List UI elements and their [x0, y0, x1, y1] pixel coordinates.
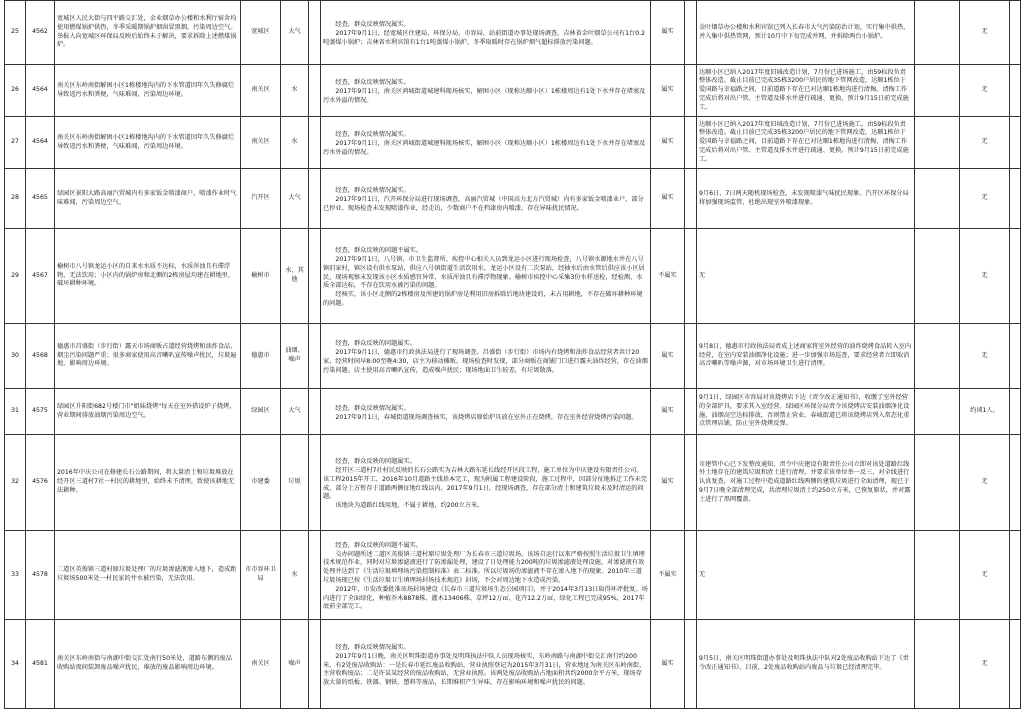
- verification-status: 属实: [651, 324, 685, 389]
- responsible-area: 市市容环卫局: [241, 531, 281, 620]
- investigation-findings: [321, 435, 651, 531]
- blank-cell: [915, 531, 960, 620]
- row-number: 33: [5, 531, 26, 620]
- table-row: [5, 117, 1021, 169]
- findings-paragraph: 2017年9月1日，八号镇、市卫生监督所、疾控中心相关人员到龙运小区进行现场检查，八号镇水源地水井在八号镇旧家村，镇区设有供水泵站，供应八号镇街道生活饮用水，龙运小区设有二次泵站，经抽水后由水管后供应该小区居民，现场观察未发现该小区水质感官异常，水质浑浊且有滞浮物现象。榆树市疾控中心采集3份水样送检，经检测，水质全部达标，不存在饮用水被污染的问题。: [323, 256, 645, 290]
- responsible-area: 南关区: [241, 620, 281, 709]
- rectification-result: 无: [697, 531, 915, 620]
- blank-cell: [309, 65, 321, 117]
- blank-cell: [309, 1, 321, 65]
- investigation-findings: [321, 117, 651, 169]
- verification-status: 属实: [651, 65, 685, 117]
- findings-lead: 经查，群众反映的问题属实。: [335, 340, 416, 348]
- accountability: 无: [960, 1, 1010, 65]
- accountability: 约谈1人。: [960, 389, 1010, 435]
- responsible-area: 市建委: [241, 435, 281, 531]
- blank-cell: [685, 435, 697, 531]
- blank-cell: [685, 65, 697, 117]
- pollution-type: 水: [281, 117, 309, 169]
- case-id: 4581: [26, 620, 55, 709]
- complaint-description: 榆树市八号镇龙运小区的自来水水质不达标，水质浑浊且有滞浮物，无法饮用；小区内的锅炉房和北侧的2栋房屋均建在耕地里，破坏耕种环境。: [55, 229, 241, 324]
- blank-cell: [1010, 324, 1021, 389]
- pollution-type: 大气: [281, 1, 309, 65]
- pollution-type: 水: [281, 531, 309, 620]
- blank-cell: [309, 435, 321, 531]
- blank-cell: [1010, 435, 1021, 531]
- blank-cell: [309, 389, 321, 435]
- blank-cell: [685, 389, 697, 435]
- row-number: 25: [5, 1, 26, 65]
- blank-cell: [1010, 620, 1021, 709]
- accountability: 无: [960, 169, 1010, 229]
- blank-cell: [685, 620, 697, 709]
- pollution-type: 水: [281, 65, 309, 117]
- findings-paragraph: 2012年，市发改委批准该场封场建设《长春市三道垃圾场生态公园项目》，并于2014年3月13日取得环评批复。场内进行了全面绿化，种植乔木8878株、灌木13406株、草坪12万㎡、花卉12.2万㎡，绿化工程已完成95%，2017年底前全部完工。: [323, 585, 648, 611]
- findings-paragraph: 2017年9月1日，汽开环保分局进行现场调查，高丽汽贸城（中国高力北方汽贸城）内有多家钣金喷漆业户，部分已停业。现场检查未发现喷漆作业，经走访，少数商户不在档漆房内喷漆，存在异味扰民情况。: [323, 196, 644, 212]
- accountability: 无: [960, 620, 1010, 709]
- findings-lead: 经查，群众反映情况属实。: [335, 404, 410, 412]
- accountability: 无: [960, 324, 1010, 389]
- table-row: [5, 435, 1021, 531]
- blank-cell: [309, 324, 321, 389]
- findings-lead: 经查，群众反映的问题不属实。: [335, 541, 423, 549]
- row-number: 31: [5, 389, 26, 435]
- findings-paragraph: 经开区三道村7社村民反映的长石公路实为吉林大路东延长线经开区段工程，施工单位为中庆建设有限责任公司。该工程2015年开工，2016年10月道路主线基本完工，现为附属工程建设阶段，施工过程中，因部分征地拆迁工作未完成，部分土方暂存于道路两侧征地红线以内。2017年9月1日，经现场调查，存在部分渣土和建筑垃圾未及时清运的问题。: [323, 466, 647, 501]
- findings-lead: 经查，群众反映的问题属实。: [335, 458, 416, 466]
- blank-cell: [685, 324, 697, 389]
- case-id: 4568: [26, 324, 55, 389]
- investigation-findings: [321, 229, 651, 324]
- verification-status: 属实: [651, 620, 685, 709]
- rectification-result: 9月5日，南关区明珠街道办事处及明珠执法中队对2处废品收购站下达了《责令改正通知书》，目前，2处废品收购站内废品与垃圾已经清理完毕。: [697, 620, 915, 709]
- blank-cell: [915, 1, 960, 65]
- complaint-description: 绿园区升阳街682号楼门市"姐妹烧烤"每天在室外搭设炉子烧烤，营业期间排放油烟污染周边空气。: [55, 389, 241, 435]
- rectification-result: 达顺小区已纳入2017年度旧城改造计划，7月份已进场施工，由59标段负责整体改造。截止目前已完成35栋3200户居民的地下管网改造，达顺1栋位于爱国路与幸福路之间，目前道路下存在已对达顺1栋地沟进行清掏，清掏工作完成后将对出户管、主管道及排水井进行疏通、更换，预计9月15日前完成施工。: [697, 65, 915, 117]
- row-number: 30: [5, 324, 26, 389]
- findings-lead: 经查，群众反映情况属实。: [335, 21, 410, 29]
- findings-lead: 经查，群众反映的问题不属实。: [335, 247, 423, 255]
- investigation-findings: [321, 65, 651, 117]
- blank-cell: [915, 229, 960, 324]
- table-row: [5, 620, 1021, 709]
- findings-paragraph: 经核实，该小区北侧的2栋楼房及所建的锅炉房是利用旧房拆除后地块建设的，未占用耕地，不存在破坏耕种环境的问题。: [323, 291, 643, 307]
- blank-cell: [1010, 65, 1021, 117]
- verification-status: 属实: [651, 435, 685, 531]
- blank-cell: [309, 229, 321, 324]
- rectification-result: 达顺小区已纳入2017年度旧城改造计划，7月份已进场施工，由59标段负责整体改造。截止目前已完成35栋3200户居民的地下管网改造，达顺1栋位于爱国路与幸福路之间，目前道路下存在已对达顺1栋地沟进行清掏，清掏工作完成后将对出户管、主管道及排水井进行疏通、更换，预计9月15日前完成施工。: [697, 117, 915, 169]
- rectification-result: 金叶烟草办公楼和水利宾馆已列入长春市大气污染防治计划，实行集中供热，并入集中供热管网，预计10月中下旬完成并网，并拆除两台小锅炉。: [697, 1, 915, 65]
- rectification-result: 9月6日、7日两天随机现场检查，未发现喷漆气味扰民现象。汽开区环保分局将加强现场监管，杜绝出现室外喷漆现象。: [697, 169, 915, 229]
- pollution-type: 大气: [281, 169, 309, 229]
- blank-cell: [1010, 169, 1021, 229]
- findings-paragraph: 2017年9月1日，南关区鸿城街道城建科现场核实，解困小区（现称达顺小区）1栋楼周边有1处下水井存在堵塞及污水外溢的情况。: [323, 88, 646, 104]
- blank-cell: [915, 620, 960, 709]
- pollution-type: 垃圾: [281, 435, 309, 531]
- verification-status: 不属实: [651, 229, 685, 324]
- verification-status: 属实: [651, 169, 685, 229]
- blank-cell: [1010, 531, 1021, 620]
- investigation-findings: [321, 169, 651, 229]
- investigation-findings: [321, 1, 651, 65]
- case-id: 4564: [26, 117, 55, 169]
- rectification-result: 9月8日，德惠市行政执法局责成上述商家将室外经营的油炸烧烤食品转入室内经营，在室内安装油烟净化设施；进一步加强市场巡查，要求经营者立即取消高音喇叭等噪声源，对市场环境卫生进行清理。: [697, 324, 915, 389]
- blank-cell: [685, 117, 697, 169]
- case-table: [4, 0, 1021, 709]
- findings-lead: 经查，群众反映情况属实。: [335, 644, 410, 651]
- accountability: 无: [960, 435, 1010, 531]
- case-id: 4575: [26, 389, 55, 435]
- complaint-description: 绿园区景阳大路高丽汽贸城内有多家钣金喷漆商户，喷漆作业时气味难闻，污染周边空气。: [55, 169, 241, 229]
- rectification-result: 市建管中心已下发整改通知，责令中庆建设有限责任公司立即对该处道路红线外土地存在的建筑垃圾和渣土进行清理，并要求该单位举一反三，对全线进行认真复查，对施工过程中造成道路红线两侧的建筑垃圾进行全面清理，现已于9月7日晚全部清理完成，共清理垃圾渣土约250立方米，已恢复原状，并对露土进行了黑网覆盖。: [697, 435, 915, 531]
- accountability: 无: [960, 229, 1010, 324]
- row-number: 29: [5, 229, 26, 324]
- blank-cell: [309, 620, 321, 709]
- findings-lead: 经查，群众反映情况属实。: [335, 187, 410, 195]
- table-row: [5, 229, 1021, 324]
- responsible-area: 南关区: [241, 65, 281, 117]
- findings-paragraph: 2017年9月1日，德惠市行政执法局进行了现场调查。昌盛街（步行街）市场内有烧烤和油炸食品经营者共计20家，经营时间早8:00至晚4:30，店主为移动摊贩。现场检查时发现，部分商贩在商铺门口进行露天油炸经营，存在油烟污染问题。店主使用高音喇叭宣传，造成噪声扰民；现场地面卫生较差，有垃圾散落。: [323, 349, 648, 374]
- responsible-area: 南关区: [241, 117, 281, 169]
- verification-status: 属实: [651, 389, 685, 435]
- findings-paragraph: 该地块为道路红线用地，不属于耕地，约200立方米。: [335, 502, 484, 510]
- blank-cell: [1010, 1, 1021, 65]
- case-id: 4562: [26, 1, 55, 65]
- complaint-description: 二道区英俊镇三道村原垃圾处理厂的垃圾渗滤液渗入地下，造成距垃圾场500米处一村民家的井水被污染，无法饮用。: [55, 531, 241, 620]
- accountability: 无: [960, 65, 1010, 117]
- responsible-area: 德惠市: [241, 324, 281, 389]
- case-id: 4564: [26, 65, 55, 117]
- blank-cell: [309, 169, 321, 229]
- table-row: [5, 389, 1021, 435]
- pollution-type: 噪声: [281, 620, 309, 709]
- findings-paragraph: 2017年9月1日，南关区鸿城街道城建科现场核实，解困小区（现称达顺小区）1栋楼周边有1处下水井存在堵塞及污水外溢的情况。: [323, 140, 646, 156]
- row-number: 32: [5, 435, 26, 531]
- investigation-findings: [321, 531, 651, 620]
- complaint-description: 2016年中庆公司在修建长石公路期间，将大量渣土和垃圾堆放在经开区三道村7社一村民的耕地里，始终未予清理，致使该耕地无法耕种。: [55, 435, 241, 531]
- blank-cell: [1010, 117, 1021, 169]
- case-id: 4576: [26, 435, 55, 531]
- blank-cell: [915, 117, 960, 169]
- complaint-description: 南关区东岭南街解困小区1栋楼地沟内的下水管道因年久失修腐烂导致返污水和粪便，气味难闻，污染周边环境。: [55, 65, 241, 117]
- rectification-result: 9月1日，绿园区市容局对该烧烤店下达《责令改正通知书》，收缴了室外经营的全部炉具，要求其入室经营。绿园区环保分局责令该烧烤店安装油烟净化设施，油烟高空达标排放，否则禁止营业。春城街道已将该烧烤店列入常态化重点管理店铺，防止室外烧烤反弹。: [697, 389, 915, 435]
- blank-cell: [685, 169, 697, 229]
- responsible-area: 汽开区: [241, 169, 281, 229]
- complaint-description: 德惠市昌盛街（步行街）露天市场商贩占道经营烧烤和油炸食品，烟尘污染问题严重；很多商家使用高音喇叭宣传噪声扰民，垃圾遍地，影响周边环境。: [55, 324, 241, 389]
- case-id: 4567: [26, 229, 55, 324]
- row-number: 26: [5, 65, 26, 117]
- table-row: [5, 65, 1021, 117]
- pollution-type: 油烟、噪声: [281, 324, 309, 389]
- verification-status: 不属实: [651, 531, 685, 620]
- findings-paragraph: 2017年9月1日，春城街道现场调查核实，该烧烤店原始炉具放在室外正在烧烤，存在室外经营烧烤污染问题。: [335, 413, 638, 421]
- table-row: [5, 169, 1021, 229]
- blank-cell: [915, 169, 960, 229]
- blank-cell: [685, 1, 697, 65]
- pollution-type: 大气: [281, 389, 309, 435]
- row-number: 28: [5, 169, 26, 229]
- row-number: 34: [5, 620, 26, 709]
- findings-paragraph: 2017年9月1日，经宽城区住建局、环保分局、市容局、站前街道办事处现场调查，吉林省金叶烟草公司有1台0.2吨蒸煤小锅炉；吉林省水利宾馆有1台1吨蒸煤小锅炉，冬季取暖时存在锅炉烟气超标排放污染问题。: [323, 30, 646, 46]
- case-id: 4565: [26, 169, 55, 229]
- blank-cell: [309, 531, 321, 620]
- investigation-findings: [321, 324, 651, 389]
- findings-lead: 经查，群众反映情况属实。: [335, 131, 410, 139]
- blank-cell: [1010, 389, 1021, 435]
- blank-cell: [915, 65, 960, 117]
- complaint-description: 南关区东岭南街解困小区1栋楼地沟内的下水管道因年久失修腐烂导致返污水和粪便，气味难闻，污染周边环境。: [55, 117, 241, 169]
- investigation-findings: [321, 389, 651, 435]
- row-number: 27: [5, 117, 26, 169]
- responsible-area: 绿园区: [241, 389, 281, 435]
- complaint-description: 南关区东岭南街与南湖中街交汇处南行50米处，道路东侧的废品收购站夜间装卸废品噪声扰民，堆放的废品影响周边环境。: [55, 620, 241, 709]
- blank-cell: [1010, 229, 1021, 324]
- blank-cell: [915, 389, 960, 435]
- table-row: [5, 324, 1021, 389]
- blank-cell: [685, 229, 697, 324]
- findings-paragraph: 2017年9月1日晚，南关区明珠街道办事处及明珠执法中队人员现场核实，东岭南路与南湖中街交汇南行约200米，有2处废品收购站：一是长春市延红废品收购站，营业执照登记为2015年3月31日，营业地址为南关区东岭南街，主营收购废品；二是许某某经营的废品收购站，无营业执照。该两处废品收购站占地面积共约2000余平方米，现场存放大量的纸板、铁器、钢铁、塑料等废品，长期堆积产生异味，存在影响环境和噪声扰民的问题。: [323, 652, 646, 687]
- rectification-result: 无: [697, 229, 915, 324]
- blank-cell: [915, 435, 960, 531]
- table-row: [5, 531, 1021, 620]
- verification-status: 属实: [651, 117, 685, 169]
- case-id: 4578: [26, 531, 55, 620]
- accountability: 无: [960, 531, 1010, 620]
- findings-paragraph: 交办问题所述二道区英俊镇三道村原垃圾处理厂为长春市三道垃圾场。该场自运行以来严格按照生活垃圾卫生填埋技术规范作业，同时对垃圾渗滤液进行了防渗漏处理，建设了日处理能力200吨的垃圾渗滤液处理设施，对渗滤液有效处理并达到了《生活垃圾填埋场污染控制标准》表二标准。所以垃圾场的渗滤液不存在渗入地下的现象。2010年三道垃圾场现已按《生活垃圾卫生填埋场封场技术规范》封场，不会对周边地下水造成污染。: [323, 550, 645, 584]
- blank-cell: [685, 531, 697, 620]
- accountability: 无: [960, 117, 1010, 169]
- responsible-area: 榆树市: [241, 229, 281, 324]
- table-row: [5, 1, 1021, 65]
- pollution-type: 水、其他: [281, 229, 309, 324]
- verification-status: 属实: [651, 1, 685, 65]
- complaint-description: 宽城区人民大街与四平路交汇处，金业烟草办公楼和水利厅宿舍均使用燃煤锅炉供热，冬季采暖期锅炉烟囱冒黑烟，污染周边空气。举报人向宽城区环保局反映后始终未于解决，要求拆除上述燃煤锅炉。: [55, 1, 241, 65]
- blank-cell: [915, 324, 960, 389]
- findings-lead: 经查，群众反映情况属实。: [335, 79, 410, 87]
- investigation-findings: [321, 620, 651, 709]
- blank-cell: [309, 117, 321, 169]
- responsible-area: 宽城区: [241, 1, 281, 65]
